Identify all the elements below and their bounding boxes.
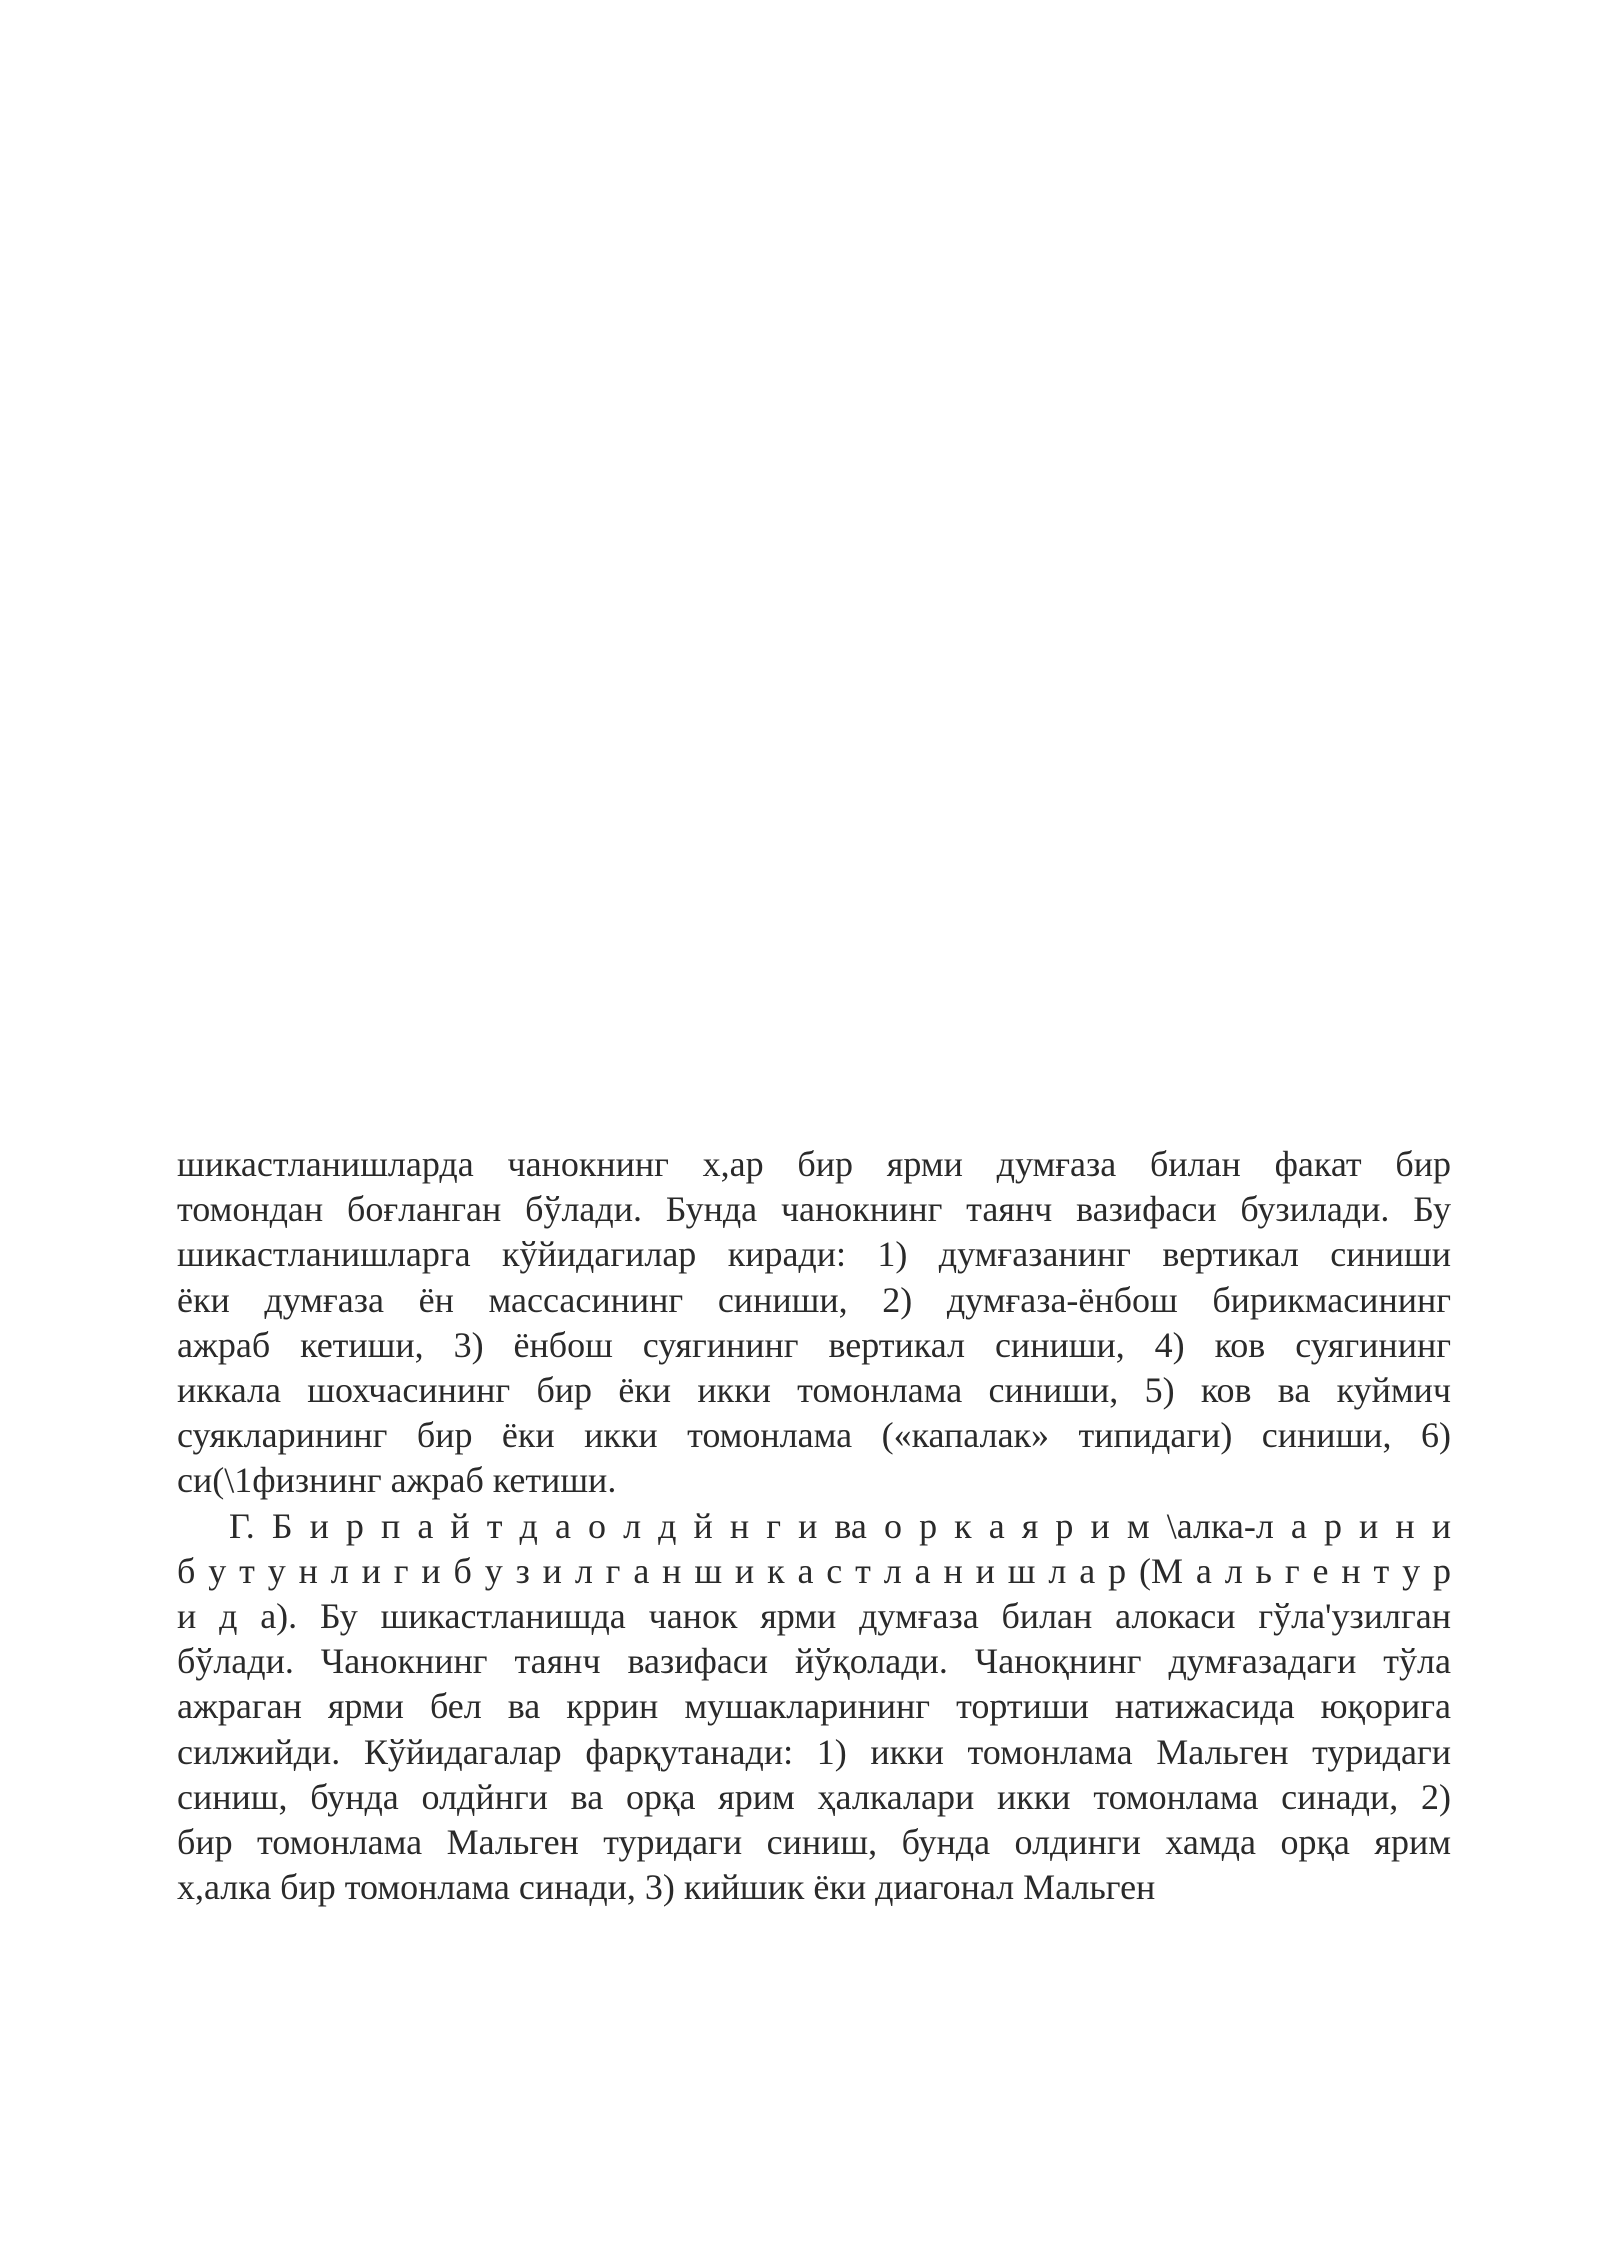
- paragraph-2: [177, 1504, 1451, 1911]
- text-line: б у т у н л и г и б у з и л г а н ш и к а с т л а н и ш л а р (М а л ь г е н т у р: [177, 1550, 1451, 1591]
- text-line: иккала шохчасининг бир ёки икки томонлама синиши, 5) ков ва куймич: [177, 1370, 1451, 1411]
- text-line: ёки думғаза ён массасининг синиши, 2) думғаза-ёнбош бирикмасининг: [177, 1279, 1451, 1320]
- text-line: ажраб кетиши, 3) ёнбош суягининг вертикал синиши, 4) ков суягининг: [177, 1324, 1451, 1365]
- text-line: си(\1физнинг ажраб кетиши.: [177, 1460, 617, 1501]
- text-line: суякларининг бир ёки икки томонлама («капалак» типидаги) синиши, 6): [177, 1415, 1451, 1456]
- text-line: и д а). Бу шикастланишда чанок ярми думғаза билан алокаси гўла'узилган: [177, 1596, 1451, 1637]
- text-line: силжийди. Кўйидагалар фарқутанади: 1) икки томонлама Мальген туридаги: [177, 1731, 1451, 1772]
- text-line: томондан боғланган бўлади. Бунда чанокнинг таянч вазифаси бузилади. Бу: [177, 1189, 1451, 1230]
- text-line: шикастланишларга кўйидагилар киради: 1) думғазанинг вертикал синиши: [177, 1234, 1451, 1275]
- text-line: х,алка бир томонлама синади, 3) кийшик ёки диагонал Мальген: [177, 1867, 1156, 1908]
- text-line: синиш, бунда олдйнги ва орқа ярим ҳалкалари икки томонлама синади, 2): [177, 1776, 1451, 1817]
- text-line: шикастланишларда чанокнинг х,ар бир ярми думғаза билан факат бир: [177, 1144, 1451, 1184]
- paragraph-1: [177, 1142, 1451, 1504]
- text-line: бир томонлама Мальген туридаги синиш, бунда олдинги хамда орқа ярим: [177, 1822, 1451, 1863]
- text-line: бўлади. Чанокнинг таянч вазифаси йўқолади. Чаноқнинг думғазадаги тўла: [177, 1641, 1451, 1682]
- text-line: Г. Б и р п а й т д а о л д й н г и ва о р к а я р и м \алка-л а р и н и: [229, 1505, 1451, 1546]
- text-line: ажраган ярми бел ва кррин мушакларининг тортиши натижасида юқорига: [177, 1686, 1451, 1727]
- body-text: [177, 1142, 1451, 1910]
